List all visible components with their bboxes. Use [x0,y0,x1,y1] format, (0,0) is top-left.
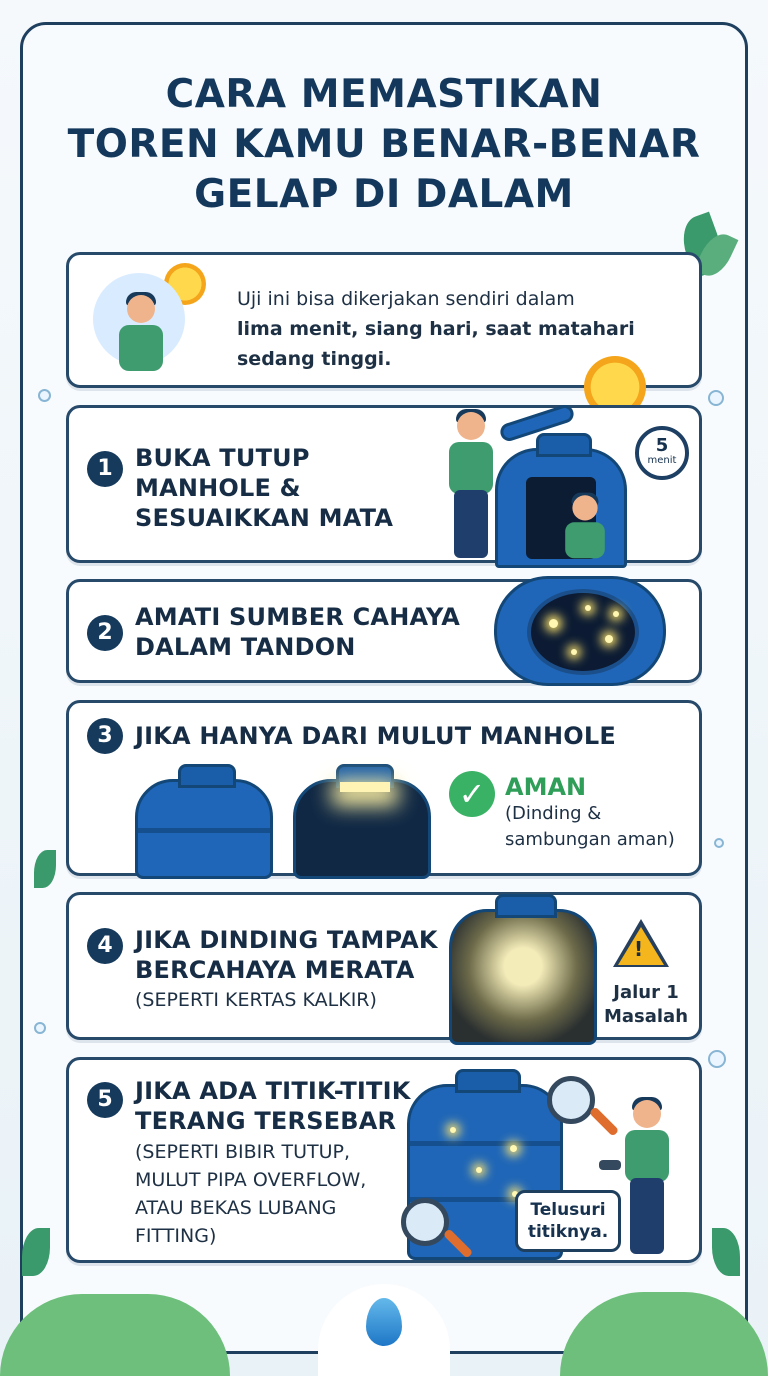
step-5-details: (SEPERTI BIBIR TUTUP, MULUT PIPA OVERFLOW, ATAU BEKAS LUBANG FITTING) [135,1141,367,1247]
status-aman: AMAN [505,773,587,801]
step-number-2: 2 [87,615,123,651]
step-number-3: 3 [87,718,123,754]
glowing-tank-icon [449,909,597,1045]
check-icon: ✓ [449,771,495,817]
step-number-4: 4 [87,928,123,964]
step-card-5 [66,1057,702,1263]
person-inside-tank-icon [562,495,609,554]
step-number-1: 1 [87,451,123,487]
manhole-lit-tank-icon [293,779,431,879]
flashlight-icon [599,1160,621,1170]
bubble-decoration [714,838,724,848]
step-3-title: JIKA HANYA DARI MULUT MANHOLE [135,722,616,750]
tank-opening-view-icon [494,576,666,686]
intro-text: Uji ini bisa dikerjakan sendiri dalam lima menit, siang hari, saat matahari sedang tinggi. [237,288,635,370]
bubble-decoration [708,390,724,406]
step-card-1 [66,405,702,563]
bubble-decoration [708,1050,726,1068]
closed-tank-icon [135,779,273,879]
status-note: (Dinding & sambungan aman) [505,803,675,850]
magnifier-icon-bottom [401,1198,449,1246]
warning-label: Jalur 1 Masalah [603,982,689,1027]
speech-bubble: Telusuri titiknya. [515,1190,621,1252]
step-number-5: 5 [87,1082,123,1118]
step-5-title: JIKA ADA TITIK-TITIK TERANG TERSEBAR [135,1077,411,1135]
page-title: CARA MEMASTIKAN TOREN KAMU BENAR-BENAR GELAP DI DALAM [67,72,701,217]
step-2-title: AMATI SUMBER CAHAYA DALAM TANDON [135,603,461,661]
person-with-flashlight-icon [621,1100,681,1256]
step-card-4 [66,892,702,1040]
step-card-3 [66,700,702,876]
warning-mark: ! [634,937,644,961]
person-opening-lid-icon [445,412,501,556]
person-icon [115,295,171,387]
step-card-2 [66,579,702,683]
step-4-subtitle: (SEPERTI KERTAS KALKIR) [135,989,377,1011]
step-1-title: BUKA TUTUP MANHOLE & SESUAIKKAN MATA [135,444,394,532]
bubble-decoration [34,1022,46,1034]
bubble-decoration [38,389,51,402]
magnifier-icon-top [547,1076,595,1124]
step-4-title: JIKA DINDING TAMPAK BERCAHAYA MERATA [135,926,438,984]
timer-icon: 5 menit [635,426,689,480]
